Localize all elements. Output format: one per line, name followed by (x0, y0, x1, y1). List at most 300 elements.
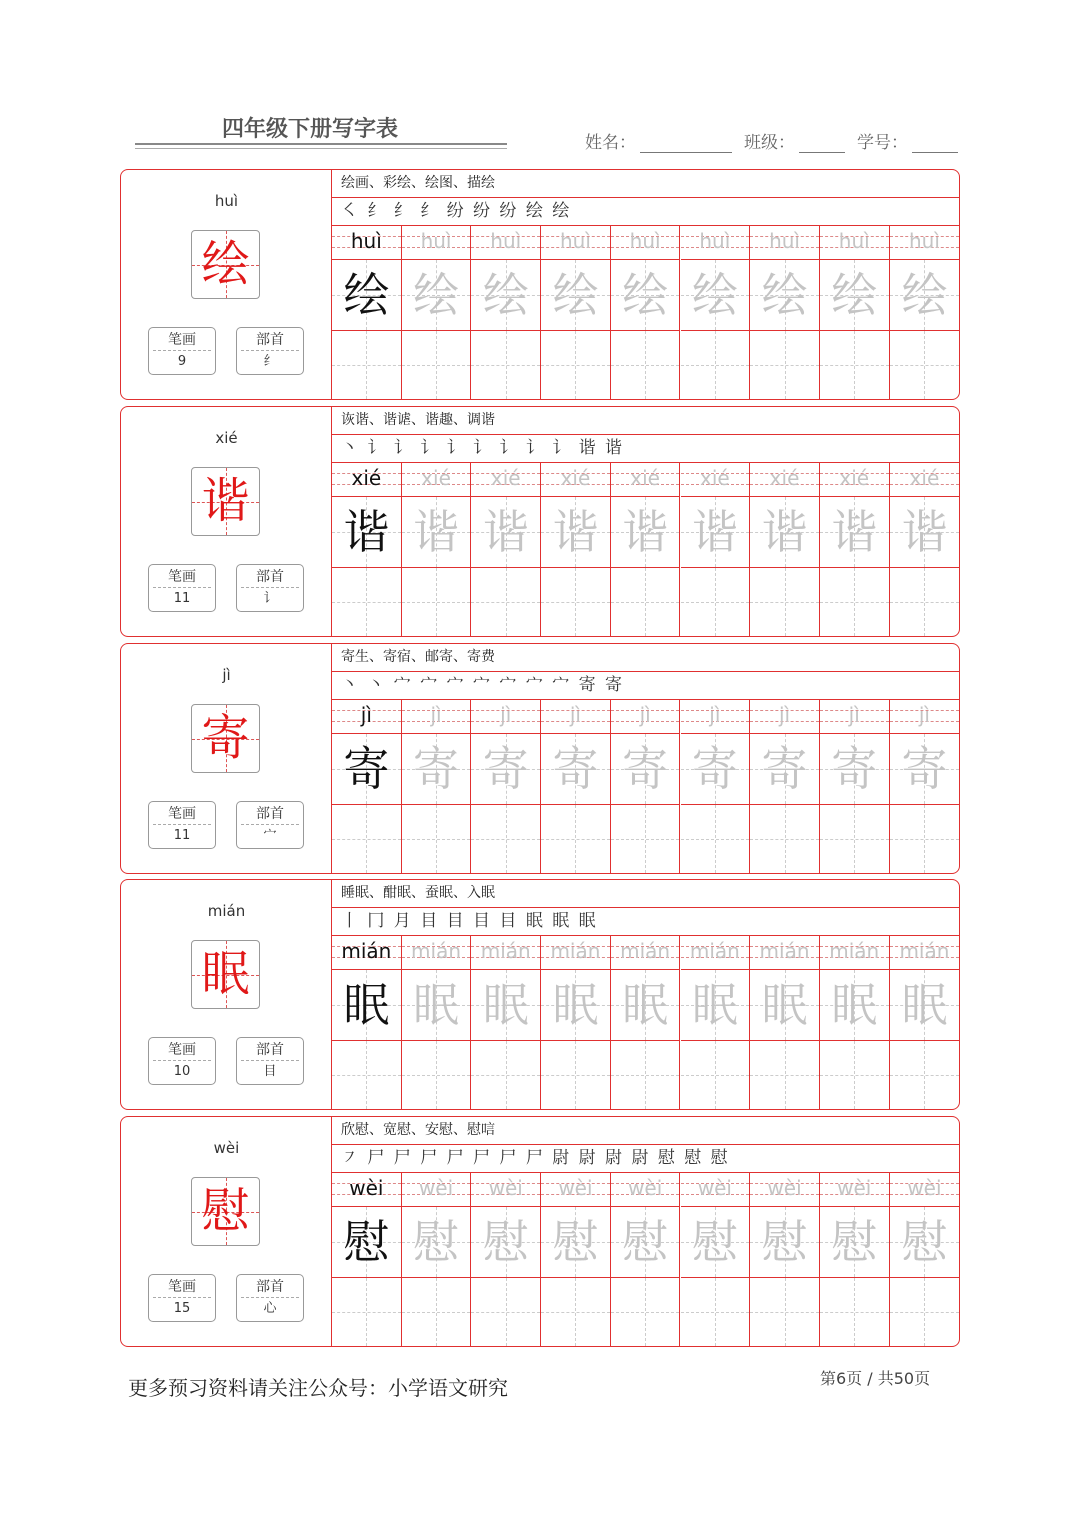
pinyin-trace: jì (709, 703, 721, 727)
practice-column (471, 463, 541, 636)
practice-column (611, 936, 681, 1109)
pinyin-trace: jì (778, 703, 791, 727)
pinyin-trace: mián (620, 939, 671, 963)
practice-column (332, 936, 402, 1109)
practice-column (471, 700, 541, 873)
char-trace: 绘 (901, 268, 948, 322)
stroke-count-box (148, 327, 216, 375)
pinyin-trace: wèi (488, 1176, 523, 1200)
pinyin-cell[interactable] (750, 226, 819, 260)
pinyin-cell[interactable] (820, 936, 889, 970)
character-card (120, 643, 960, 874)
name-label: 姓名： (585, 133, 636, 153)
pinyin-trace: mián (341, 939, 392, 963)
blank-cell[interactable] (611, 805, 680, 873)
character-card (120, 1116, 960, 1347)
pinyin-cell[interactable] (681, 1173, 750, 1207)
blank-cell[interactable] (332, 1041, 401, 1109)
pinyin-cell[interactable] (681, 700, 750, 734)
practice-column (681, 700, 751, 873)
blank-cell[interactable] (611, 1278, 680, 1346)
char-cell[interactable] (750, 970, 819, 1041)
character-card (120, 169, 960, 400)
char-trace: 寄 (901, 742, 948, 796)
blank-cell[interactable] (402, 331, 471, 399)
blank-cell[interactable] (890, 805, 960, 873)
char-trace: 眠 (622, 978, 669, 1032)
pinyin-cell[interactable] (541, 936, 610, 970)
practice-column (750, 463, 820, 636)
pinyin-trace: mián (480, 939, 531, 963)
char-trace: 寄 (831, 742, 878, 796)
pinyin-cell[interactable] (750, 1173, 819, 1207)
blank-cell[interactable] (402, 568, 471, 636)
pinyin-trace: mián (550, 939, 601, 963)
blank-cell[interactable] (820, 1041, 889, 1109)
pinyin-cell[interactable] (471, 463, 540, 497)
char-trace: 慰 (761, 1215, 808, 1269)
char-box (191, 1177, 260, 1246)
char-display: 绘 (201, 236, 250, 292)
practice-column (820, 226, 890, 399)
blank-cell[interactable] (332, 1278, 401, 1346)
radical-value: 目 (263, 1064, 277, 1079)
practice-column (611, 700, 681, 873)
pinyin-cell[interactable] (611, 1173, 680, 1207)
character-card (120, 406, 960, 637)
stroke-count-box (148, 1037, 216, 1085)
stroke-order: 丶 讠 讠 讠 讠 讠 讠 讠 讠 谐 谐 (332, 434, 959, 463)
char-cell[interactable] (890, 260, 960, 331)
pinyin-cell[interactable] (402, 936, 471, 970)
pinyin-cell[interactable] (332, 1173, 401, 1207)
pinyin-cell[interactable] (750, 700, 819, 734)
character-card (120, 879, 960, 1110)
pinyin-trace: jì (848, 703, 860, 727)
blank-cell[interactable] (541, 568, 610, 636)
char-trace: 寄 (552, 742, 599, 796)
pinyin-cell[interactable] (471, 1173, 540, 1207)
blank-cell[interactable] (750, 331, 819, 399)
blank-cell[interactable] (332, 331, 401, 399)
class-blank[interactable] (799, 134, 845, 153)
blank-cell[interactable] (681, 331, 750, 399)
practice-column (332, 1173, 402, 1346)
stroke-count-box (148, 1274, 216, 1322)
practice-grid (332, 936, 959, 1109)
practice-column (541, 936, 611, 1109)
pinyin-trace: wèi (837, 1176, 872, 1200)
practice-column (820, 700, 890, 873)
char-cell[interactable] (471, 1207, 540, 1278)
char-pinyin: huì (214, 192, 239, 210)
char-cell[interactable] (332, 260, 401, 331)
char-cell[interactable] (402, 260, 471, 331)
stroke-count-value: 9 (177, 354, 187, 369)
char-cell[interactable] (332, 1207, 401, 1278)
radical-label: 部首 (241, 565, 299, 588)
pinyin-trace: wèi (628, 1176, 663, 1200)
char-trace: 谐 (622, 505, 669, 559)
blank-cell[interactable] (402, 805, 471, 873)
blank-cell[interactable] (681, 1041, 750, 1109)
pinyin-cell[interactable] (332, 226, 401, 260)
char-cell[interactable] (681, 734, 750, 805)
pinyin-trace: huì (769, 229, 800, 253)
char-trace: 慰 (831, 1215, 878, 1269)
blank-cell[interactable] (471, 805, 540, 873)
blank-cell[interactable] (471, 1278, 540, 1346)
pinyin-cell[interactable] (471, 700, 540, 734)
practice-column (890, 463, 960, 636)
char-trace: 谐 (413, 505, 460, 559)
stroke-order: 丶 丶 宀 宀 宀 宀 宀 宀 宀 寄 寄 (332, 671, 959, 700)
id-blank[interactable] (912, 134, 958, 153)
practice-column (471, 936, 541, 1109)
char-cell[interactable] (402, 734, 471, 805)
char-trace: 谐 (482, 505, 529, 559)
pinyin-cell[interactable] (332, 936, 401, 970)
char-cell[interactable] (332, 734, 401, 805)
char-cell[interactable] (750, 734, 819, 805)
pinyin-trace: mián (759, 939, 810, 963)
title-underline-thin (135, 148, 507, 149)
blank-cell[interactable] (681, 1278, 750, 1346)
pinyin-cell[interactable] (820, 226, 889, 260)
char-trace: 眠 (831, 978, 878, 1032)
pinyin-cell[interactable] (332, 463, 401, 497)
char-trace: 眠 (413, 978, 460, 1032)
pinyin-trace: jì (360, 703, 372, 727)
blank-cell[interactable] (541, 1278, 610, 1346)
pinyin-cell[interactable] (681, 226, 750, 260)
char-pinyin: wèi (213, 1139, 240, 1157)
practice-column (471, 1173, 541, 1346)
blank-cell[interactable] (750, 568, 819, 636)
char-cell[interactable] (750, 497, 819, 568)
blank-cell[interactable] (471, 1041, 540, 1109)
practice-area (331, 407, 959, 636)
pinyin-cell[interactable] (471, 226, 540, 260)
pinyin-cell[interactable] (332, 700, 401, 734)
radical-label: 部首 (241, 1275, 299, 1298)
blank-cell[interactable] (402, 1041, 471, 1109)
char-trace: 谐 (761, 505, 808, 559)
practice-column (471, 226, 541, 399)
char-trace: 慰 (482, 1215, 529, 1269)
practice-column (541, 463, 611, 636)
stroke-order: ㇇ 尸 尸 尸 尸 尸 尸 尸 尉 尉 尉 尉 慰 慰 慰 (332, 1144, 959, 1173)
pinyin-cell[interactable] (541, 463, 610, 497)
stroke-count-value: 11 (173, 828, 191, 843)
char-info (121, 1117, 332, 1346)
pinyin-cell[interactable] (611, 700, 680, 734)
stroke-count-value: 10 (173, 1064, 191, 1079)
char-cell[interactable] (611, 497, 680, 568)
pinyin-trace: jì (430, 703, 442, 727)
pinyin-cell[interactable] (890, 936, 960, 970)
char-trace: 寄 (622, 742, 669, 796)
practice-area (331, 1117, 959, 1346)
practice-column (611, 463, 681, 636)
char-cell[interactable] (471, 497, 540, 568)
char-trace: 慰 (552, 1215, 599, 1269)
char-cell[interactable] (471, 970, 540, 1041)
word-list: 寄生、寄宿、邮寄、寄费 (332, 644, 959, 672)
practice-column (681, 936, 751, 1109)
char-cell[interactable] (471, 260, 540, 331)
pinyin-cell[interactable] (820, 463, 889, 497)
blank-cell[interactable] (332, 568, 401, 636)
pinyin-trace: xié (769, 466, 800, 490)
pinyin-trace: mián (411, 939, 462, 963)
char-trace: 眠 (482, 978, 529, 1032)
pinyin-cell[interactable] (611, 226, 680, 260)
pinyin-trace: wèi (697, 1176, 732, 1200)
practice-column (402, 936, 472, 1109)
practice-grid (332, 226, 959, 399)
blank-cell[interactable] (890, 1041, 960, 1109)
stroke-count-box (148, 801, 216, 849)
pinyin-trace: mián (689, 939, 740, 963)
char-trace: 绘 (413, 268, 460, 322)
pinyin-cell[interactable] (541, 226, 610, 260)
page-title: 四年级下册写字表 (222, 117, 399, 142)
pinyin-cell[interactable] (402, 226, 471, 260)
pinyin-cell[interactable] (681, 463, 750, 497)
blank-cell[interactable] (750, 1278, 819, 1346)
char-cell[interactable] (890, 734, 960, 805)
pinyin-cell[interactable] (471, 936, 540, 970)
char-cell[interactable] (611, 734, 680, 805)
pinyin-cell[interactable] (681, 936, 750, 970)
practice-column (681, 226, 751, 399)
char-cell[interactable] (890, 497, 960, 568)
char-display: 慰 (201, 1183, 250, 1239)
word-list: 睡眠、酣眠、蚕眠、入眠 (332, 880, 959, 908)
char-cell[interactable] (820, 1207, 889, 1278)
practice-grid (332, 463, 959, 636)
blank-cell[interactable] (890, 331, 960, 399)
char-cell[interactable] (890, 1207, 960, 1278)
char-info (121, 407, 332, 636)
pinyin-trace: huì (559, 229, 591, 253)
practice-column (402, 226, 472, 399)
pinyin-trace: huì (838, 229, 870, 253)
pinyin-trace: xié (630, 466, 660, 490)
char-cell[interactable] (750, 260, 819, 331)
pinyin-cell[interactable] (820, 1173, 889, 1207)
blank-cell[interactable] (611, 568, 680, 636)
char-cell[interactable] (402, 970, 471, 1041)
practice-column (402, 463, 472, 636)
blank-cell[interactable] (541, 1041, 610, 1109)
blank-cell[interactable] (890, 1278, 960, 1346)
radical-value: 讠 (263, 591, 277, 606)
name-field[interactable] (585, 128, 732, 153)
char-trace: 慰 (691, 1215, 738, 1269)
char-cell[interactable] (820, 734, 889, 805)
pinyin-trace: huì (490, 229, 522, 253)
stroke-count-value: 15 (173, 1301, 191, 1316)
blank-cell[interactable] (820, 805, 889, 873)
char-cell[interactable] (681, 970, 750, 1041)
practice-column (750, 1173, 820, 1346)
pinyin-trace: jì (500, 703, 512, 727)
word-list: 绘画、彩绘、绘图、描绘 (332, 170, 959, 198)
practice-area (331, 644, 959, 873)
pinyin-cell[interactable] (541, 1173, 610, 1207)
blank-cell[interactable] (890, 568, 960, 636)
char-cell[interactable] (890, 970, 960, 1041)
id-label: 学号： (857, 133, 908, 153)
char-pinyin: mián (207, 902, 246, 920)
pinyin-trace: huì (908, 229, 940, 253)
pinyin-cell[interactable] (890, 463, 960, 497)
radical-value: 纟 (263, 354, 277, 369)
char-cell[interactable] (820, 260, 889, 331)
char-trace: 谐 (831, 505, 878, 559)
char-cell[interactable] (820, 970, 889, 1041)
pinyin-trace: xié (351, 466, 382, 490)
char-cell[interactable] (332, 970, 401, 1041)
stroke-count-value: 11 (173, 591, 191, 606)
char-trace: 绘 (552, 268, 599, 322)
practice-column (750, 936, 820, 1109)
stroke-count-label: 笔画 (153, 1038, 211, 1061)
pinyin-trace: xié (839, 466, 870, 490)
pinyin-trace: jì (918, 703, 930, 727)
blank-cell[interactable] (541, 331, 610, 399)
char-trace: 寄 (413, 742, 460, 796)
char-cell[interactable] (820, 497, 889, 568)
char-trace: 眠 (691, 978, 738, 1032)
radical-box (236, 1274, 304, 1322)
pinyin-cell[interactable] (541, 700, 610, 734)
char-pinyin: xié (215, 429, 238, 447)
stroke-count-label: 笔画 (153, 328, 211, 351)
char-cell[interactable] (750, 1207, 819, 1278)
blank-cell[interactable] (471, 331, 540, 399)
char-trace: 谐 (552, 505, 599, 559)
stroke-count-label: 笔画 (153, 1275, 211, 1298)
radical-box (236, 564, 304, 612)
pinyin-trace: jì (569, 703, 581, 727)
char-trace: 寄 (343, 742, 390, 796)
pinyin-cell[interactable] (890, 1173, 960, 1207)
name-blank[interactable] (640, 134, 732, 153)
stroke-count-label: 笔画 (153, 565, 211, 588)
stroke-count-box (148, 564, 216, 612)
pinyin-trace: wèi (349, 1176, 384, 1200)
word-list: 诙谐、谐谑、谐趣、调谐 (332, 407, 959, 435)
char-pinyin: jì (222, 666, 231, 684)
char-cell[interactable] (681, 497, 750, 568)
pinyin-trace: xié (421, 466, 451, 490)
char-cell[interactable] (611, 1207, 680, 1278)
char-display: 寄 (201, 710, 250, 766)
char-cell[interactable] (541, 260, 610, 331)
pinyin-cell[interactable] (750, 463, 819, 497)
practice-column (541, 700, 611, 873)
radical-box (236, 327, 304, 375)
char-trace: 绘 (691, 268, 738, 322)
pinyin-cell[interactable] (890, 700, 960, 734)
blank-cell[interactable] (402, 1278, 471, 1346)
pinyin-cell[interactable] (611, 463, 680, 497)
char-trace: 绘 (761, 268, 808, 322)
char-info (121, 170, 332, 399)
char-cell[interactable] (611, 970, 680, 1041)
char-cell[interactable] (541, 497, 610, 568)
char-cell[interactable] (402, 497, 471, 568)
pinyin-cell[interactable] (402, 700, 471, 734)
char-cell[interactable] (611, 260, 680, 331)
char-cell[interactable] (681, 1207, 750, 1278)
blank-cell[interactable] (471, 568, 540, 636)
pinyin-cell[interactable] (890, 226, 960, 260)
pinyin-cell[interactable] (611, 936, 680, 970)
char-cell[interactable] (541, 970, 610, 1041)
stroke-order: 丨 冂 月 目 目 目 目 眠 眠 眠 (332, 907, 959, 936)
blank-cell[interactable] (611, 331, 680, 399)
practice-column (332, 463, 402, 636)
blank-cell[interactable] (681, 805, 750, 873)
blank-cell[interactable] (820, 568, 889, 636)
blank-cell[interactable] (611, 1041, 680, 1109)
blank-cell[interactable] (541, 805, 610, 873)
char-display: 谐 (201, 473, 250, 529)
pinyin-cell[interactable] (820, 700, 889, 734)
practice-column (681, 1173, 751, 1346)
pinyin-trace: jì (639, 703, 651, 727)
char-cell[interactable] (332, 497, 401, 568)
char-trace: 眠 (761, 978, 808, 1032)
pinyin-trace: wèi (418, 1176, 454, 1200)
char-display: 眠 (201, 946, 250, 1002)
char-trace: 慰 (343, 1215, 390, 1269)
char-cell[interactable] (541, 1207, 610, 1278)
radical-label: 部首 (241, 328, 299, 351)
id-field[interactable] (857, 128, 958, 153)
char-cell[interactable] (402, 1207, 471, 1278)
blank-cell[interactable] (750, 1041, 819, 1109)
blank-cell[interactable] (820, 1278, 889, 1346)
blank-cell[interactable] (820, 331, 889, 399)
char-trace: 眠 (901, 978, 948, 1032)
pinyin-trace: xié (490, 466, 521, 490)
pinyin-trace: mián (829, 939, 880, 963)
char-cell[interactable] (541, 734, 610, 805)
char-trace: 谐 (901, 505, 948, 559)
practice-column (541, 226, 611, 399)
char-cell[interactable] (681, 260, 750, 331)
practice-column (332, 226, 402, 399)
radical-box (236, 801, 304, 849)
pinyin-cell[interactable] (402, 1173, 471, 1207)
blank-cell[interactable] (681, 568, 750, 636)
blank-cell[interactable] (750, 805, 819, 873)
practice-column (820, 936, 890, 1109)
practice-column (750, 226, 820, 399)
pinyin-cell[interactable] (402, 463, 471, 497)
char-cell[interactable] (471, 734, 540, 805)
pinyin-cell[interactable] (750, 936, 819, 970)
blank-cell[interactable] (332, 805, 401, 873)
word-list: 欣慰、宽慰、安慰、慰唁 (332, 1117, 959, 1145)
class-field[interactable] (744, 128, 845, 153)
practice-column (890, 700, 960, 873)
